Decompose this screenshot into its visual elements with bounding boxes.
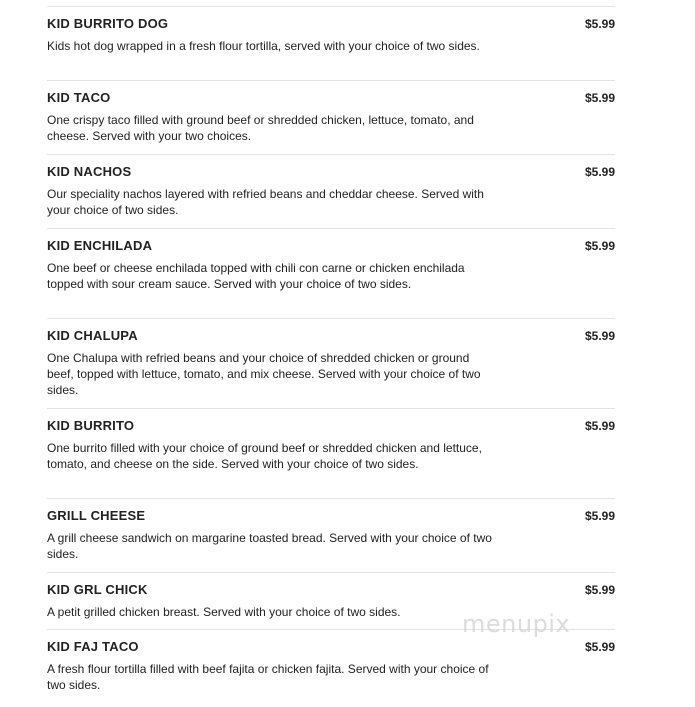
menu-item-description: One Chalupa with refried beans and your choice of shredded chicken or ground beef, topped with lettuce, tomato, and mix cheese. Served with your choice of two sides. (47, 351, 481, 397)
menu-item-name: KID CHALUPA (47, 328, 138, 343)
menu-item-price: $5.99 (584, 239, 615, 253)
menupix-watermark: menupix (462, 610, 571, 638)
menu-item-description: One burrito filled with your choice of ground beef or shredded chicken and lettuce, tomato, and cheese on the side. Served with your choice of two sides. (47, 441, 482, 471)
menu-item (47, 630, 615, 704)
menu-item-name: KID NACHOS (47, 164, 132, 179)
menu-item (47, 409, 615, 499)
menu-item-name: GRILL CHEESE (47, 508, 146, 523)
menu-item-description: Our speciality nachos layered with refried beans and cheddar cheese. Served with your choice of two sides. (47, 187, 484, 217)
menu-item (47, 155, 615, 229)
menu-item-price: $5.99 (584, 583, 615, 597)
menu-item-name: KID GRL CHICK (47, 582, 148, 597)
menu-item-price: $5.99 (584, 329, 615, 343)
kids-menu-list (47, 0, 615, 704)
menu-item (47, 81, 615, 155)
menu-item-price: $5.99 (584, 17, 615, 31)
menu-item (47, 319, 615, 409)
menu-item-description: A grill cheese sandwich on margarine toasted bread. Served with your choice of two sides. (47, 531, 492, 561)
menu-item-price: $5.99 (584, 165, 615, 179)
menu-item-description: Kids hot dog wrapped in a fresh flour tortilla, served with your choice of two sides. (47, 39, 480, 53)
menu-item (47, 7, 615, 81)
menu-item-name: KID TACO (47, 90, 111, 105)
menu-item-price: $5.99 (584, 419, 615, 433)
menu-item-description: A petit grilled chicken breast. Served with your choice of two sides. (47, 605, 401, 619)
menu-item-price: $5.99 (584, 91, 615, 105)
menu-item-description: One beef or cheese enchilada topped with chili con carne or chicken enchilada topped with sour cream sauce. Served with your choice of two sides. (47, 261, 465, 291)
menu-item-price: $5.99 (584, 509, 615, 523)
menu-item-description: A fresh flour tortilla filled with beef fajita or chicken fajita. Served with your choice of two sides. (47, 662, 489, 692)
menu-item-name: KID FAJ TACO (47, 639, 139, 654)
menu-item-price: $5.99 (584, 640, 615, 654)
menu-item (47, 229, 615, 319)
menu-item-name: KID ENCHILADA (47, 238, 153, 253)
menu-item-name: KID BURRITO DOG (47, 16, 169, 31)
menu-item (47, 499, 615, 573)
top-divider (47, 0, 615, 7)
menu-item-description: One crispy taco filled with ground beef or shredded chicken, lettuce, tomato, and cheese. Served with your two choices. (47, 113, 474, 143)
menu-item-name: KID BURRITO (47, 418, 135, 433)
